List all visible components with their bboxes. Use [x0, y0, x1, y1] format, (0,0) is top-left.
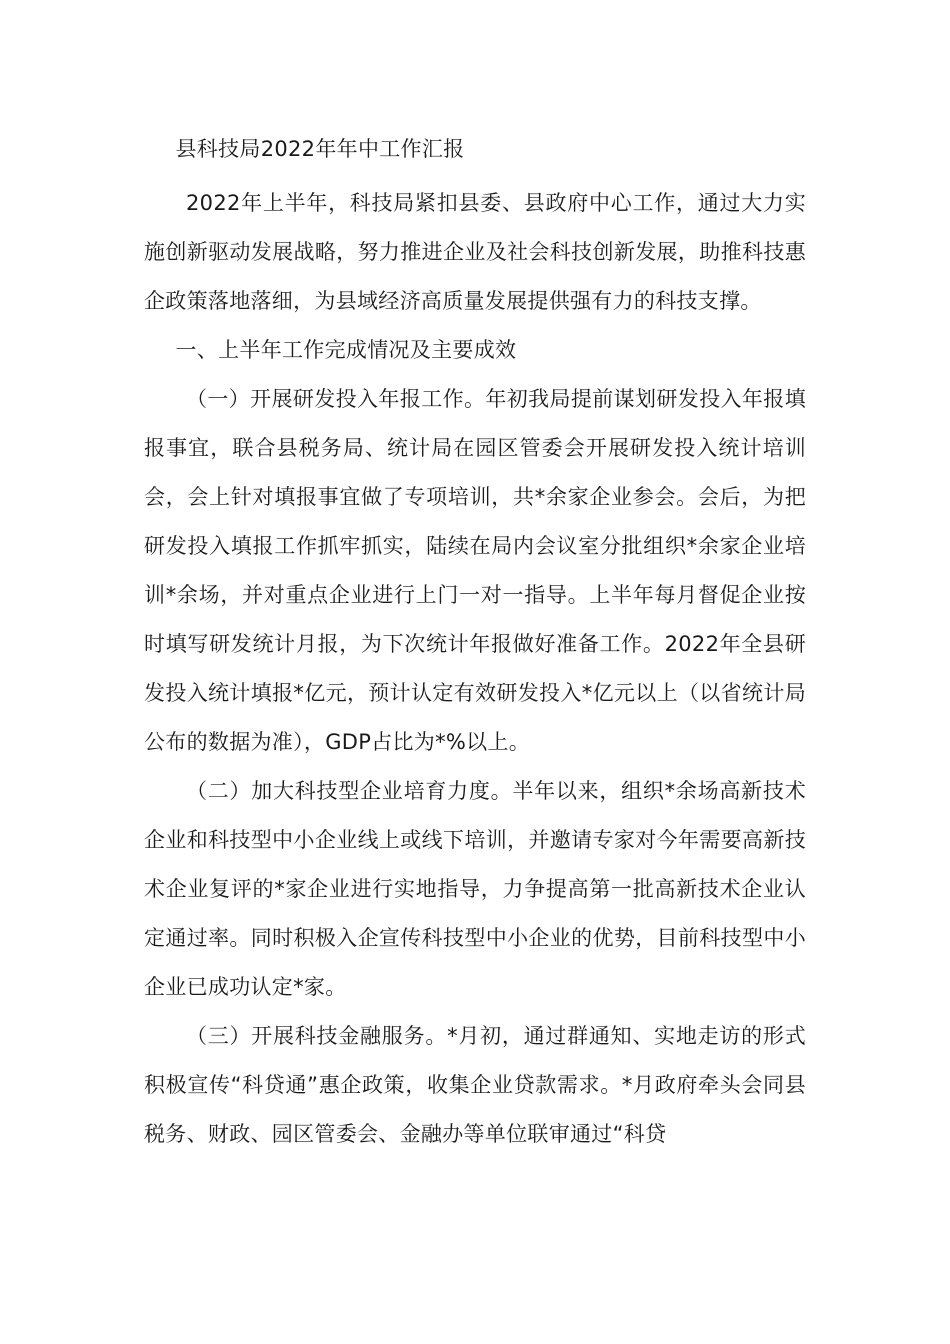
- document-body: [144, 120, 806, 1159]
- paragraph-rd-investment: （一）开展研发投入年报工作。年初我局提前谋划研发投入年报填报事宜，联合县税务局、统计局在园区管委会开展研发投入统计培训会，会上针对填报事宜做了专项培训，共*余家企业参会。会后，为把研发投入填报工作抓牢抓实，陆续在局内会议室分批组织*余家企业培训*余场，并对重点企业进行上门一对一指导。上半年每月督促企业按时填写研发统计月报，为下次统计年报做好准备工作。2022年全县研发投入统计填报*亿元，预计认定有效研发投入*亿元以上（以省统计局公布的数据为准），GDP占比为*%以上。: [144, 387, 806, 754]
- paragraph-tech-enterprise: （二）加大科技型企业培育力度。半年以来，组织*余场高新技术企业和科技型中小企业线上或线下培训，并邀请专家对今年需要高新技术企业复评的*家企业进行实地指导，力争提高第一批高新技术企业认定通过率。同时积极入企宣传科技型中小企业的优势，目前科技型中小企业已成功认定*家。: [144, 779, 806, 999]
- section-heading: 一、上半年工作完成情况及主要成效: [175, 338, 517, 362]
- document-title: 县科技局2022年年中工作汇报: [175, 137, 465, 161]
- paragraph-tech-finance: （三）开展科技金融服务。*月初，通过群通知、实地走访的形式积极宣传“科贷通”惠企政策，收集企业贷款需求。*月政府牵头会同县税务、财政、园区管委会、金融办等单位联审通过“科贷: [144, 1024, 806, 1146]
- intro-paragraph: 2022年上半年，科技局紧扣县委、县政府中心工作，通过大力实施创新驱动发展战略，努力推进企业及社会科技创新发展，助推科技惠企政策落地落细，为县域经济高质量发展提供强有力的科技支撑。: [144, 191, 806, 313]
